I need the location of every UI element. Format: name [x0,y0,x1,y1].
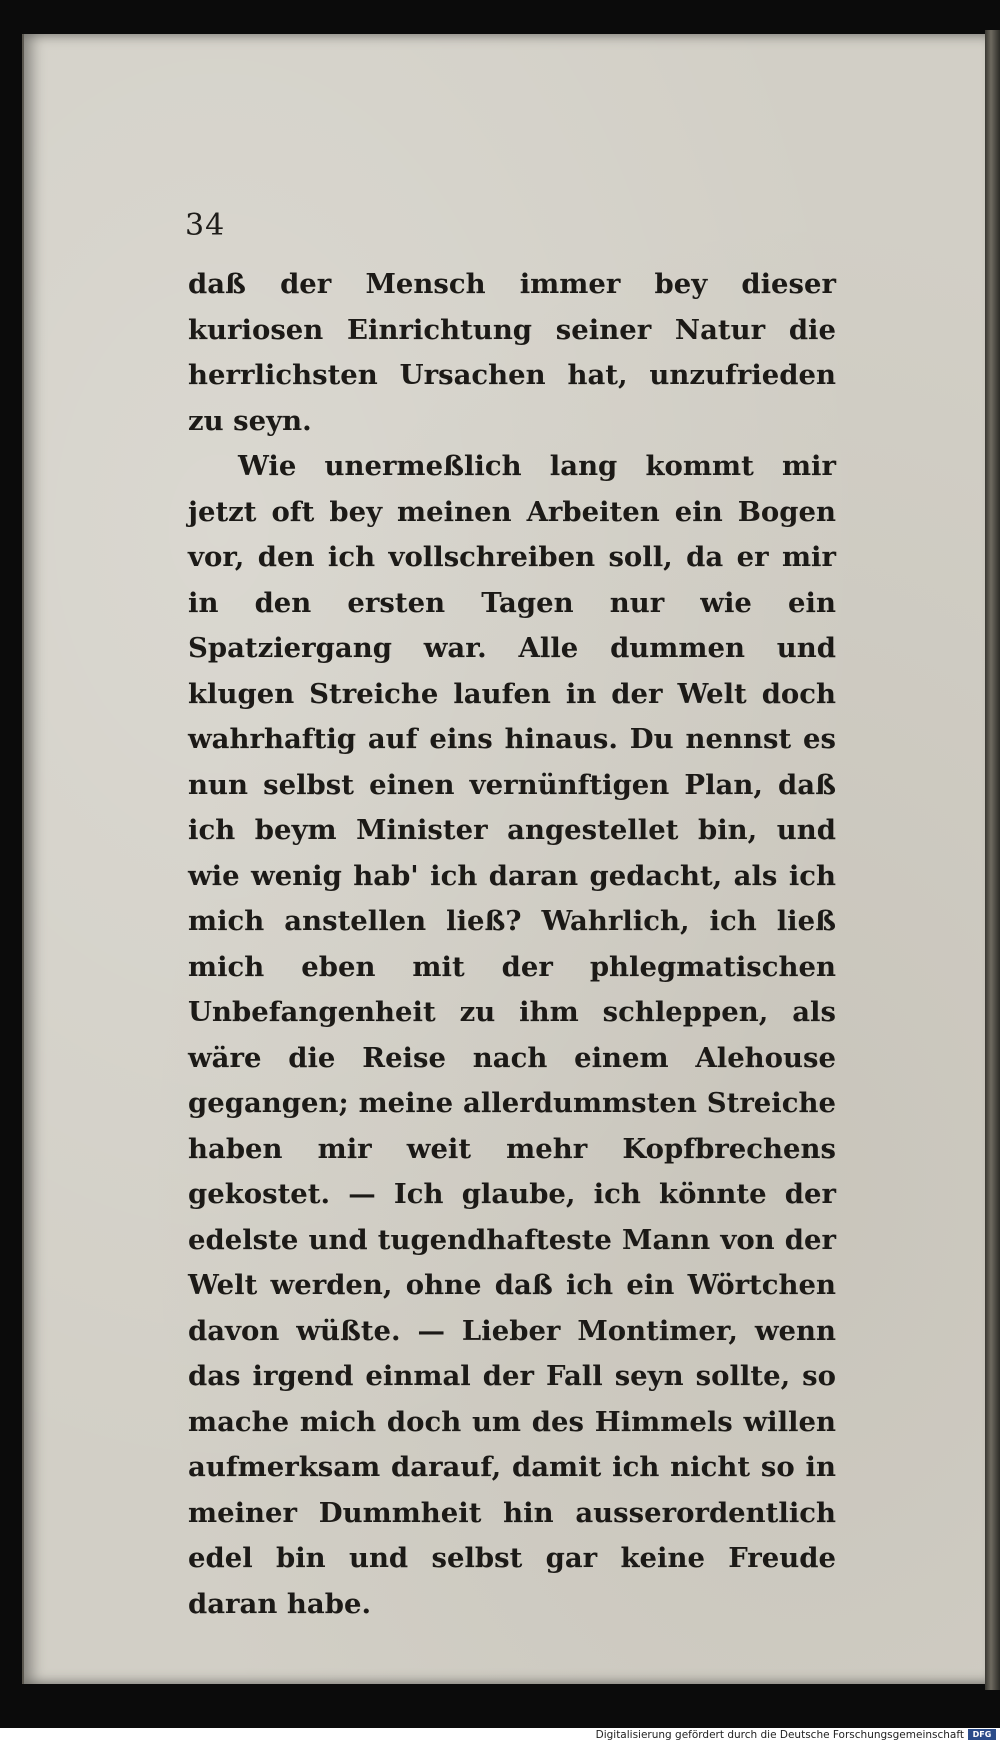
body-text [188,262,836,1627]
page-number: 34 [185,208,226,243]
book-edge [985,30,1000,1690]
funding-credit: Digitalisierung gefördert durch die Deutsche Forschungsgemeinschaft [595,1729,964,1741]
paragraph-continuation: daß der Mensch immer bey dieser kuriosen Einrichtung seiner Natur die herrlichsten Ursachen hat, unzufrieden zu seyn. [188,268,836,437]
paragraph-main: Wie unermeßlich lang kommt mir jetzt oft bey meinen Arbeiten ein Bogen vor, den ich vollschreiben soll, da er mir in den ersten Tagen nur wie ein Spatziergang war. Alle dummen und klugen Streiche laufen in der Welt doch wahrhaftig auf eins hinaus. Du nennst es nun selbst einen vernünftigen Plan, daß ich beym Minister angestellet bin, und wie wenig hab' ich daran gedacht, als ich mich anstellen ließ? Wahrlich, ich ließ mich eben mit der phlegmatischen Unbefangenheit zu ihm schleppen, als wäre die Reise nach einem Alehouse gegangen; meine allerdummsten Streiche haben mir weit mehr Kopfbrechens gekostet. — Ich glaube, ich könnte der edelste und tugendhafteste Mann von der Welt werden, ohne daß ich ein Wörtchen davon wüßte. — Lieber Montimer, wenn das irgend einmal der Fall seyn sollte, so mache mich doch um des Himmels willen aufmerksam darauf, damit ich nicht so in meiner Dummheit hin ausserordentlich edel bin und selbst gar keine Freude daran habe. [188,450,836,1620]
dfg-logo-icon: DFG [968,1729,996,1740]
